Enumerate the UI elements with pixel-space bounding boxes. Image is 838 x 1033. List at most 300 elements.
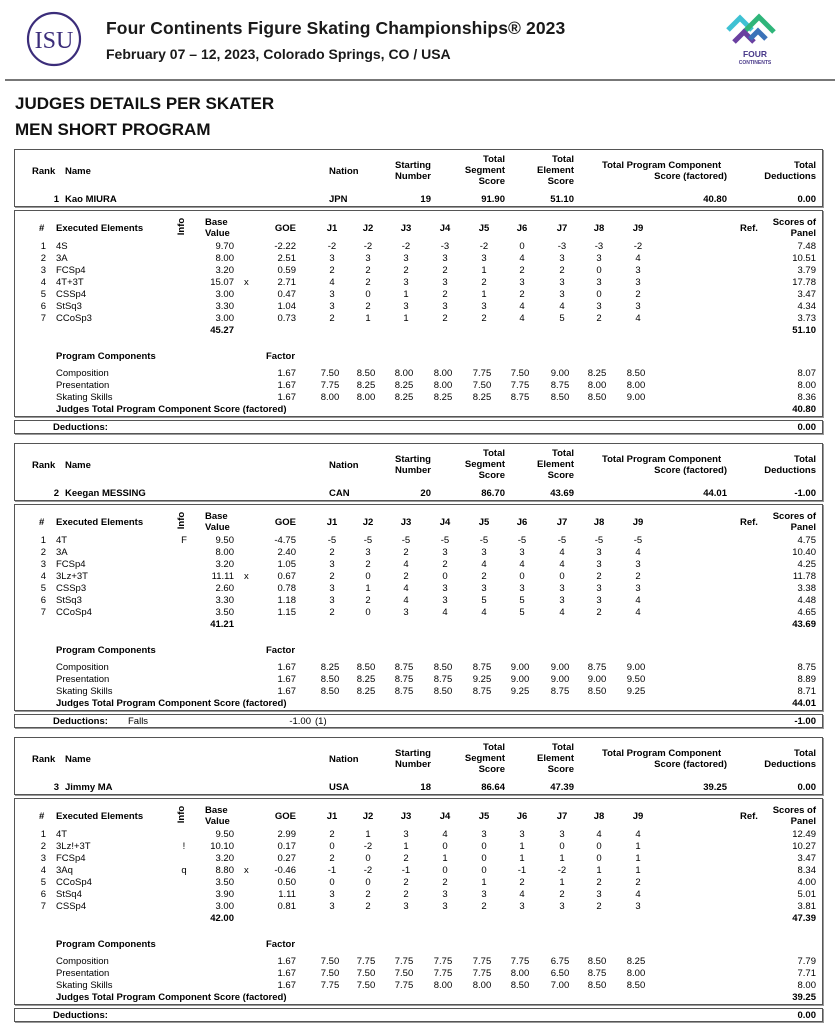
element-judge-score: 1 <box>403 289 409 300</box>
element-judge-score: 3 <box>596 253 602 264</box>
deductions-label: Deductions: <box>53 716 108 727</box>
element-panel-score: 11.78 <box>792 571 816 582</box>
element-judge-score: 2 <box>596 607 602 618</box>
component-judge-score: 8.00 <box>510 968 530 979</box>
element-number: 7 <box>40 607 46 618</box>
element-judge-score: 4 <box>635 829 641 840</box>
judge-header-4: J4 <box>439 811 451 822</box>
element-panel-score: 7.48 <box>797 241 816 252</box>
element-goe: 0.59 <box>277 265 296 276</box>
element-judge-score: 4 <box>635 253 641 264</box>
component-judge-score: 7.50 <box>510 368 530 379</box>
element-judge-score: -5 <box>557 535 567 546</box>
component-judge-score: 8.25 <box>587 368 607 379</box>
skater-summary-box <box>14 149 823 207</box>
element-judge-score: 4 <box>442 829 448 840</box>
hash-header: # <box>39 517 45 528</box>
starting-header: Starting <box>395 454 431 465</box>
element-judge-score: 3 <box>481 889 487 900</box>
base-value-total: 45.27 <box>210 325 234 336</box>
component-judge-score: 8.00 <box>587 380 607 391</box>
element-panel-score: 3.47 <box>797 853 816 864</box>
tes-header-1: Total <box>552 448 574 459</box>
element-judge-score: 4 <box>635 313 641 324</box>
element-judge-score: 3 <box>442 901 448 912</box>
element-judge-score: 3 <box>442 889 448 900</box>
ded-header-1: Total <box>794 454 816 465</box>
element-judge-score: 3 <box>596 583 602 594</box>
element-bonus-marker: x <box>244 865 249 876</box>
ref-header: Ref. <box>740 811 758 822</box>
component-judge-score: 8.50 <box>626 368 646 379</box>
element-judge-score: 4 <box>481 559 487 570</box>
element-code: 3A <box>56 547 68 558</box>
element-judge-score: -1 <box>401 865 411 876</box>
pcs-header-1: Total Program Component <box>602 454 722 465</box>
element-base-value: 9.50 <box>215 829 234 840</box>
element-base-value: 9.50 <box>215 535 234 546</box>
total-deductions: 0.00 <box>797 194 816 205</box>
element-base-value: 3.00 <box>215 313 234 324</box>
element-judge-score: -5 <box>633 535 643 546</box>
component-judge-score: 8.75 <box>550 686 570 697</box>
hash-header: # <box>39 223 45 234</box>
component-judge-score: 8.75 <box>472 662 492 673</box>
element-judge-score: 3 <box>519 829 525 840</box>
element-judge-score: 3 <box>519 277 525 288</box>
component-judge-score: 8.25 <box>356 686 376 697</box>
component-judge-score: 8.00 <box>472 980 492 991</box>
component-judge-score: 8.50 <box>626 980 646 991</box>
judge-header-1: J1 <box>326 811 338 822</box>
component-panel-score: 8.07 <box>797 368 816 379</box>
skater-nation: CAN <box>329 488 350 499</box>
name-header: Name <box>65 754 91 765</box>
element-judge-score: 4 <box>559 547 565 558</box>
judge-header-8: J8 <box>593 223 605 234</box>
element-judge-score: 1 <box>403 313 409 324</box>
element-bonus-marker: x <box>244 277 249 288</box>
tes-header-3: Score <box>547 470 574 481</box>
component-judge-score: 8.75 <box>394 674 414 685</box>
skater-rank: 2 <box>53 488 59 499</box>
element-number: 5 <box>40 289 46 300</box>
element-judge-score: 3 <box>442 301 448 312</box>
tss-header-1: Total <box>483 742 505 753</box>
element-base-value: 3.90 <box>215 889 234 900</box>
element-number: 6 <box>40 889 46 900</box>
tes-header-2: Element <box>537 165 574 176</box>
page-header <box>0 0 838 80</box>
judge-header-1: J1 <box>326 517 338 528</box>
four-continents-logo-icon <box>722 12 784 70</box>
component-judge-score: 7.75 <box>510 956 530 967</box>
element-number: 3 <box>40 559 46 570</box>
component-judge-score: 8.00 <box>394 368 414 379</box>
skater-name: Jimmy MA <box>65 782 113 793</box>
program-components-header: Program Components <box>56 645 156 656</box>
element-judge-score: 1 <box>481 877 487 888</box>
component-judge-score: 7.50 <box>320 368 340 379</box>
component-judge-score: 7.50 <box>472 380 492 391</box>
element-judge-score: 4 <box>635 595 641 606</box>
component-judge-score: 7.75 <box>433 968 453 979</box>
element-bonus-marker: x <box>244 571 249 582</box>
component-judge-score: 9.00 <box>587 674 607 685</box>
component-factor: 1.67 <box>277 674 296 685</box>
element-judge-score: 2 <box>403 265 409 276</box>
judge-header-3: J3 <box>400 517 412 528</box>
element-judge-score: 2 <box>635 571 641 582</box>
element-judge-score: 4 <box>329 277 335 288</box>
component-judge-score: 8.75 <box>587 662 607 673</box>
info-header: Info <box>176 217 188 236</box>
element-base-value: 15.07 <box>210 277 234 288</box>
element-code: CCoSp3 <box>56 313 92 324</box>
ded-header-1: Total <box>794 160 816 171</box>
element-judge-score: 2 <box>442 265 448 276</box>
element-judge-score: 3 <box>442 277 448 288</box>
element-judge-score: 3 <box>403 607 409 618</box>
element-score-total: 47.39 <box>792 913 816 924</box>
deductions-box <box>14 420 823 434</box>
element-judge-score: 3 <box>329 559 335 570</box>
element-panel-score: 4.25 <box>797 559 816 570</box>
element-judge-score: -3 <box>557 241 567 252</box>
component-judge-score: 7.00 <box>550 980 570 991</box>
component-judge-score: 8.25 <box>626 956 646 967</box>
tss-header-3: Score <box>478 176 505 187</box>
component-judge-score: 8.75 <box>394 662 414 673</box>
judge-header-5: J5 <box>478 517 490 528</box>
component-judge-score: 9.00 <box>550 674 570 685</box>
ded-header-2: Deductions <box>764 759 816 770</box>
element-judge-score: 0 <box>442 571 448 582</box>
scores-of-panel-header-2: Panel <box>790 816 816 827</box>
element-judge-score: 3 <box>329 889 335 900</box>
element-judge-score: -2 <box>401 241 411 252</box>
element-judge-score: 3 <box>442 547 448 558</box>
element-judge-score: 2 <box>596 313 602 324</box>
elements-box <box>14 798 823 1005</box>
ref-header: Ref. <box>740 223 758 234</box>
component-judge-score: 7.50 <box>356 980 376 991</box>
element-judge-score: 0 <box>519 241 525 252</box>
element-judge-score: 4 <box>519 559 525 570</box>
element-judge-score: -5 <box>440 535 450 546</box>
segment-title: MEN SHORT PROGRAM <box>15 120 211 139</box>
element-number: 4 <box>40 571 46 582</box>
component-factor: 1.67 <box>277 392 296 403</box>
component-judge-score: 8.50 <box>433 686 453 697</box>
element-goe: -0.46 <box>274 865 296 876</box>
component-judge-score: 7.75 <box>394 980 414 991</box>
judge-header-3: J3 <box>400 223 412 234</box>
element-judge-score: -1 <box>517 865 527 876</box>
component-judge-score: 9.25 <box>626 686 646 697</box>
component-factor: 1.67 <box>277 956 296 967</box>
element-judge-score: 0 <box>481 853 487 864</box>
deductions-total: -1.00 <box>794 716 816 727</box>
element-panel-score: 8.34 <box>797 865 816 876</box>
element-judge-score: 2 <box>519 877 525 888</box>
element-base-value: 3.30 <box>215 301 234 312</box>
skater-name: Kao MIURA <box>65 194 117 205</box>
component-judge-score: 7.75 <box>394 956 414 967</box>
element-judge-score: 2 <box>442 289 448 300</box>
starting-number: 18 <box>420 782 431 793</box>
element-judge-score: 4 <box>519 889 525 900</box>
element-number: 5 <box>40 877 46 888</box>
element-judge-score: 4 <box>559 607 565 618</box>
element-judge-score: 4 <box>635 607 641 618</box>
base-value-header-2: Value <box>205 522 230 533</box>
judge-header-8: J8 <box>593 811 605 822</box>
element-number: 6 <box>40 595 46 606</box>
component-judge-score: 9.00 <box>626 392 646 403</box>
base-value-header-2: Value <box>205 228 230 239</box>
component-judge-score: 8.50 <box>356 368 376 379</box>
document-title: JUDGES DETAILS PER SKATER <box>15 94 275 113</box>
element-judge-score: 2 <box>365 901 371 912</box>
element-goe: 1.11 <box>278 889 296 900</box>
element-judge-score: 0 <box>559 571 565 582</box>
element-info: F <box>181 535 187 546</box>
element-judge-score: -5 <box>594 535 604 546</box>
element-judge-score: 3 <box>596 889 602 900</box>
element-judge-score: 2 <box>635 289 641 300</box>
element-goe: 0.78 <box>277 583 296 594</box>
element-judge-score: 3 <box>596 277 602 288</box>
deduction-value: -1.00 <box>289 716 311 727</box>
element-judge-score: 2 <box>519 289 525 300</box>
component-factor: 1.67 <box>277 968 296 979</box>
element-judge-score: 3 <box>481 829 487 840</box>
element-judge-score: 0 <box>365 571 371 582</box>
judge-header-7: J7 <box>556 223 568 234</box>
element-judge-score: 4 <box>559 301 565 312</box>
base-value-header-1: Base <box>205 217 228 228</box>
component-name: Composition <box>56 956 109 967</box>
element-number: 7 <box>40 901 46 912</box>
component-name: Presentation <box>56 968 110 979</box>
component-panel-score: 8.00 <box>797 980 816 991</box>
element-judge-score: 4 <box>403 559 409 570</box>
element-goe: 2.40 <box>277 547 296 558</box>
element-judge-score: 3 <box>403 253 409 264</box>
element-judge-score: 1 <box>481 289 487 300</box>
executed-elements-header: Executed Elements <box>56 223 144 234</box>
element-code: 4T <box>56 535 68 546</box>
component-judge-score: 7.75 <box>320 380 340 391</box>
element-judge-score: 3 <box>442 583 448 594</box>
tes-header-1: Total <box>552 742 574 753</box>
total-pcs-score: 44.01 <box>703 488 727 499</box>
skater-summary-box <box>14 737 823 795</box>
element-code: CSSp4 <box>56 901 87 912</box>
total-pcs-score: 39.25 <box>703 782 727 793</box>
element-base-value: 3.00 <box>215 901 234 912</box>
deduction-type: Falls <box>128 716 149 727</box>
element-judge-score: 0 <box>481 865 487 876</box>
component-judge-score: 7.75 <box>510 380 530 391</box>
component-judge-score: 7.50 <box>320 956 340 967</box>
skater-rank: 3 <box>53 782 59 793</box>
skater-nation: USA <box>329 782 350 793</box>
total-segment-score: 91.90 <box>481 194 505 205</box>
component-judge-score: 8.75 <box>550 380 570 391</box>
scores-of-panel-header-1: Scores of <box>772 217 816 228</box>
skater-summary-box <box>14 443 823 501</box>
name-header: Name <box>65 166 91 177</box>
element-judge-score: -5 <box>327 535 337 546</box>
element-judge-score: 2 <box>481 313 487 324</box>
total-element-score: 51.10 <box>550 194 574 205</box>
pcs-header-2: Score (factored) <box>654 759 727 770</box>
element-score-total: 43.69 <box>792 619 816 630</box>
element-goe: 0.67 <box>277 571 296 582</box>
element-judge-score: 3 <box>365 253 371 264</box>
element-judge-score: 3 <box>559 595 565 606</box>
base-value-total: 42.00 <box>210 913 234 924</box>
deduction-count: (1) <box>315 716 327 727</box>
goe-header: GOE <box>274 223 296 234</box>
number-header: Number <box>395 465 431 476</box>
element-judge-score: 2 <box>329 607 335 618</box>
element-judge-score: -2 <box>557 865 567 876</box>
element-base-value: 3.00 <box>215 289 234 300</box>
element-code: 4S <box>56 241 68 252</box>
element-judge-score: 3 <box>329 253 335 264</box>
element-judge-score: 4 <box>596 829 602 840</box>
isu-logo-icon <box>25 10 83 68</box>
component-judge-score: 8.25 <box>472 392 492 403</box>
skater-nation: JPN <box>329 194 348 205</box>
element-goe: 0.47 <box>277 289 296 300</box>
tss-header-2: Segment <box>464 753 505 764</box>
element-judge-score: 2 <box>442 313 448 324</box>
executed-elements-header: Executed Elements <box>56 517 144 528</box>
element-code: 3Lz!+3T <box>56 841 91 852</box>
element-judge-score: 3 <box>403 301 409 312</box>
element-code: CCoSp4 <box>56 607 92 618</box>
total-deductions: -1.00 <box>794 488 816 499</box>
element-judge-score: 3 <box>559 289 565 300</box>
nation-header: Nation <box>329 460 359 471</box>
component-judge-score: 6.75 <box>550 956 570 967</box>
element-code: 4T <box>56 829 68 840</box>
element-judge-score: 1 <box>635 865 641 876</box>
element-judge-score: -2 <box>633 241 643 252</box>
component-judge-score: 7.75 <box>472 968 492 979</box>
element-number: 1 <box>40 535 46 546</box>
element-judge-score: 0 <box>481 841 487 852</box>
isu-logo-text: ISU <box>34 28 74 54</box>
judge-header-3: J3 <box>400 811 412 822</box>
element-judge-score: 2 <box>481 277 487 288</box>
element-code: FCSp4 <box>56 559 86 570</box>
tss-header-3: Score <box>478 470 505 481</box>
component-panel-score: 7.79 <box>797 956 816 967</box>
element-judge-score: 2 <box>329 265 335 276</box>
scores-of-panel-header-1: Scores of <box>772 511 816 522</box>
component-judge-score: 8.50 <box>320 686 340 697</box>
tss-header-1: Total <box>483 448 505 459</box>
element-judge-score: 3 <box>481 547 487 558</box>
element-judge-score: 2 <box>365 301 371 312</box>
judge-header-6: J6 <box>516 223 528 234</box>
component-judge-score: 8.50 <box>587 686 607 697</box>
component-judge-score: 8.50 <box>320 674 340 685</box>
judges-total-pcs-label: Judges Total Program Component Score (factored) <box>56 698 287 709</box>
element-goe: 0.50 <box>277 877 296 888</box>
element-judge-score: 3 <box>403 277 409 288</box>
element-judge-score: -2 <box>327 241 337 252</box>
element-judge-score: -2 <box>363 865 373 876</box>
starting-number: 19 <box>420 194 431 205</box>
element-judge-score: 2 <box>329 571 335 582</box>
tss-header-2: Segment <box>464 165 505 176</box>
scores-of-panel-header-1: Scores of <box>772 805 816 816</box>
judge-header-6: J6 <box>516 811 528 822</box>
element-judge-score: 0 <box>329 877 335 888</box>
component-judge-score: 7.75 <box>433 956 453 967</box>
element-judge-score: 3 <box>596 595 602 606</box>
element-judge-score: 3 <box>519 901 525 912</box>
goe-header: GOE <box>274 517 296 528</box>
component-judge-score: 6.50 <box>550 968 570 979</box>
element-judge-score: 0 <box>596 265 602 276</box>
element-judge-score: 0 <box>596 841 602 852</box>
component-factor: 1.67 <box>277 380 296 391</box>
goe-header: GOE <box>274 811 296 822</box>
element-judge-score: 2 <box>519 265 525 276</box>
component-judge-score: 8.25 <box>394 380 414 391</box>
component-judge-score: 8.50 <box>587 956 607 967</box>
element-panel-score: 5.01 <box>797 889 816 900</box>
program-components-header: Program Components <box>56 351 156 362</box>
element-judge-score: 1 <box>519 853 525 864</box>
element-judge-score: 2 <box>365 277 371 288</box>
tss-header-3: Score <box>478 764 505 775</box>
component-name: Presentation <box>56 380 110 391</box>
element-judge-score: -3 <box>440 241 450 252</box>
component-judge-score: 8.75 <box>394 686 414 697</box>
tes-header-3: Score <box>547 764 574 775</box>
element-judge-score: 3 <box>635 265 641 276</box>
logo-continents-text: CONTINENTS <box>738 60 772 66</box>
element-code: StSq4 <box>56 889 82 900</box>
element-judge-score: 3 <box>596 559 602 570</box>
judge-header-9: J9 <box>632 223 644 234</box>
element-judge-score: -1 <box>327 865 337 876</box>
element-judge-score: 0 <box>442 841 448 852</box>
element-panel-score: 4.00 <box>797 877 816 888</box>
element-code: 3A <box>56 253 68 264</box>
element-panel-score: 4.75 <box>797 535 816 546</box>
element-judge-score: 4 <box>519 313 525 324</box>
deductions-label: Deductions: <box>53 422 108 433</box>
component-factor: 1.67 <box>277 662 296 673</box>
element-goe: 1.04 <box>277 301 296 312</box>
element-judge-score: 2 <box>596 877 602 888</box>
element-judge-score: 1 <box>365 313 371 324</box>
component-judge-score: 8.00 <box>626 968 646 979</box>
element-base-value: 11.11 <box>211 571 234 582</box>
element-judge-score: 0 <box>519 571 525 582</box>
logo-four-text: FOUR <box>742 49 768 59</box>
element-panel-score: 3.79 <box>797 265 816 276</box>
